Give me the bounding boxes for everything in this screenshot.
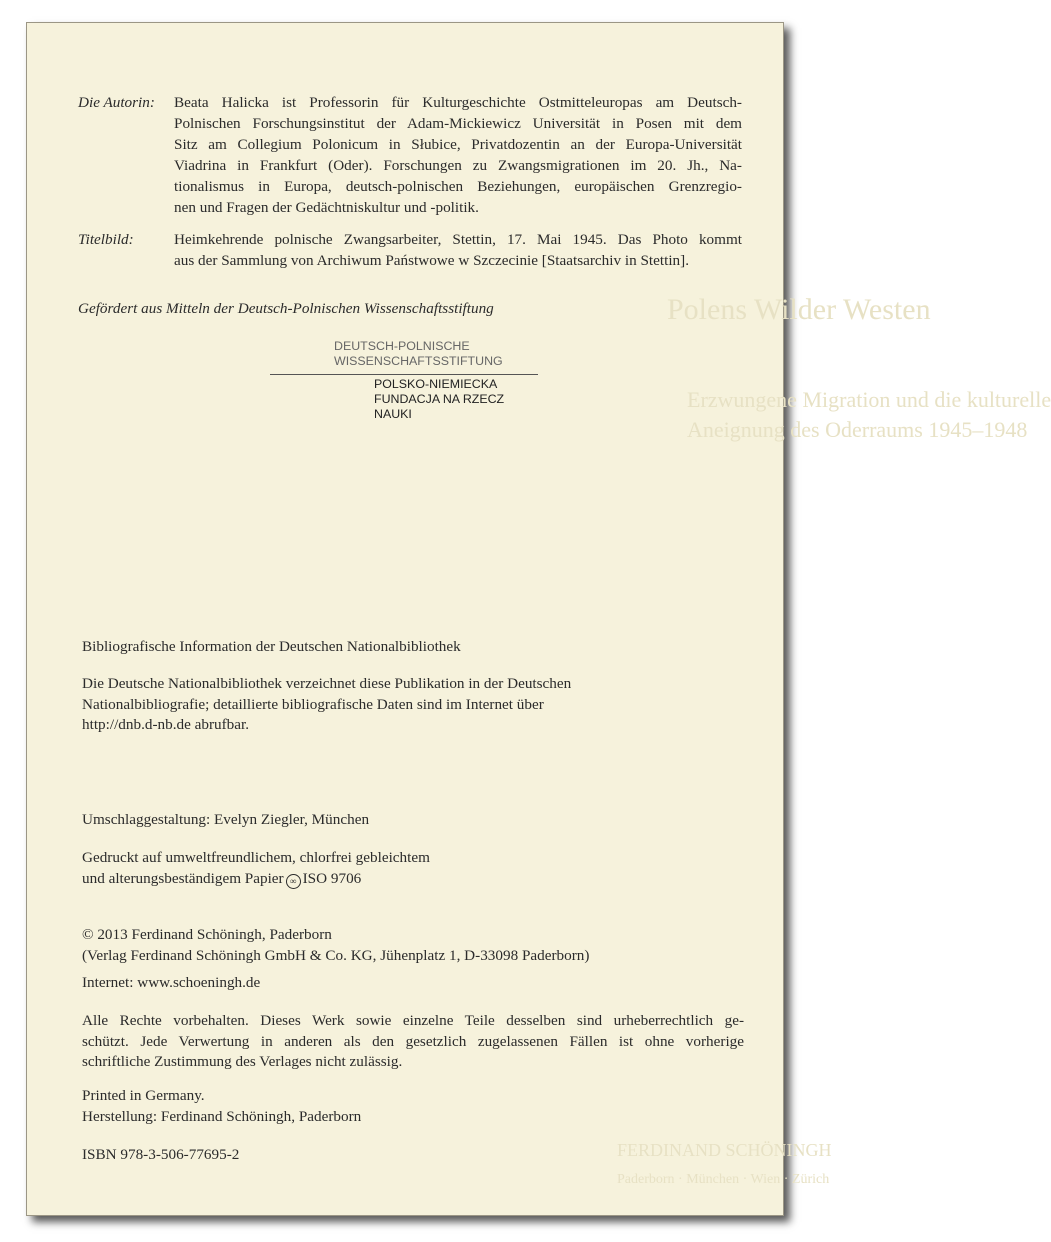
logo-german-name (334, 339, 503, 369)
printed-line-1: Printed in Germany. (82, 1087, 205, 1104)
paper-line-1: Gedruckt auf umweltfreundlichem, chlorfrei gebleichtem (82, 849, 430, 866)
paper-line-2 (82, 869, 744, 890)
cover-entry (78, 229, 742, 271)
copyright-block (82, 925, 744, 966)
cover-design-text: Umschlaggestaltung: Evelyn Ziegler, München (82, 811, 370, 828)
foundation-logo (270, 339, 540, 421)
internet-text: Internet: www.schoeningh.de (82, 974, 261, 991)
bleed-line-1: Polens Wilder Westen (667, 293, 931, 326)
author-text (174, 92, 742, 218)
bleed-line-4: FERDINAND SCHÖNINGH (617, 1140, 832, 1160)
cover-label: Titelbild: (78, 231, 134, 248)
internet-block (82, 973, 744, 994)
bleed-line-5: Paderborn · München · Wien · Zürich (617, 1172, 830, 1187)
author-line: Viadrina in Frankfurt (Oder). Forschungen zu Zwangsmigrationen im 20. Jh., Na- (174, 157, 742, 174)
author-line: Polnischen Forschungsinstitut der Adam-Mickiewicz Universität in Posen mit dem (174, 115, 742, 132)
author-entry (78, 92, 742, 218)
bibliographic-info (82, 674, 744, 736)
logo-polish-line: POLSKO-NIEMIECKA (374, 377, 498, 391)
logo-rule (270, 374, 538, 375)
bibliographic-heading (82, 637, 744, 658)
logo-polish-line: FUNDACJA NA RZECZ NAUKI (374, 392, 505, 421)
copyright-line-1: © 2013 Ferdinand Schöningh, Paderborn (82, 926, 332, 943)
bleed-line-2: Erzwungene Migration und die kulturelle (687, 387, 1051, 412)
logo-german-line: WISSENSCHAFTSSTIFTUNG (334, 354, 503, 368)
cover-line: aus der Sammlung von Archiwum Państwowe w Szczecinie [Staatsarchiv in Stettin]. (174, 252, 690, 269)
isbn-text: ISBN 978-3-506-77695-2 (82, 1146, 240, 1163)
cover-text (174, 229, 742, 271)
author-line: tionalismus in Europa, deutsch-polnischen Beziehungen, europäischen Grenzregio- (174, 178, 742, 195)
paper-line-2a: und alterungsbeständigem Papier (82, 869, 284, 887)
logo-german-line: DEUTSCH-POLNISCHE (334, 339, 470, 353)
paper-note (82, 848, 744, 889)
author-label: Die Autorin: (78, 94, 155, 111)
author-line: Sitz am Collegium Polonicum in Słubice, Privatdozentin an der Europa-Universität (174, 136, 742, 153)
cover-line: Heimkehrende polnische Zwangsarbeiter, Stettin, 17. Mai 1945. Das Photo kommt (174, 231, 742, 248)
rights-line: schriftliche Zustimmung des Verlages nicht zulässig. (82, 1053, 403, 1070)
infinity-paper-icon: ∞ (286, 874, 301, 889)
funding-note: Gefördert aus Mitteln der Deutsch-Polnischen Wissenschaftsstiftung (78, 300, 494, 317)
rights-block (82, 1011, 744, 1073)
author-line: Beata Halicka ist Professorin für Kulturgeschichte Ostmitteleuropas am Deutsch- (174, 94, 742, 111)
bibliographic-line: Die Deutsche Nationalbibliothek verzeichnet diese Publikation in der Deutschen (82, 675, 572, 692)
bleed-through-text (617, 293, 1051, 1187)
bibliographic-heading-text: Bibliografische Information der Deutschen Nationalbibliothek (82, 638, 461, 655)
cover-design-credit (82, 810, 744, 831)
author-line: nen und Fragen der Gedächtniskultur und -politik. (174, 199, 479, 216)
logo-polish-name (374, 377, 540, 422)
copyright-line-2: (Verlag Ferdinand Schöningh GmbH & Co. KG, Jühenplatz 1, D-33098 Paderborn) (82, 946, 590, 964)
isbn-block (82, 1145, 744, 1166)
paper-line-2b: ISO 9706 (302, 869, 362, 887)
bibliographic-line: http://dnb.d-nb.de abrufbar. (82, 716, 250, 733)
bibliographic-line: Nationalbibliografie; detaillierte bibliografische Daten sind im Internet über (82, 695, 544, 713)
printed-block (82, 1086, 744, 1127)
rights-line: schützt. Jede Verwertung in anderen als den gesetzlich zugelassenen Fällen ist ohne vorherige (82, 1032, 744, 1050)
bleed-line-3: Aneignung des Oderraums 1945–1948 (687, 417, 1028, 442)
printed-line-2: Herstellung: Ferdinand Schöningh, Paderborn (82, 1107, 362, 1125)
rights-line: Alle Rechte vorbehalten. Dieses Werk sowie einzelne Teile desselben sind urheberrechtlich ge- (82, 1012, 744, 1029)
